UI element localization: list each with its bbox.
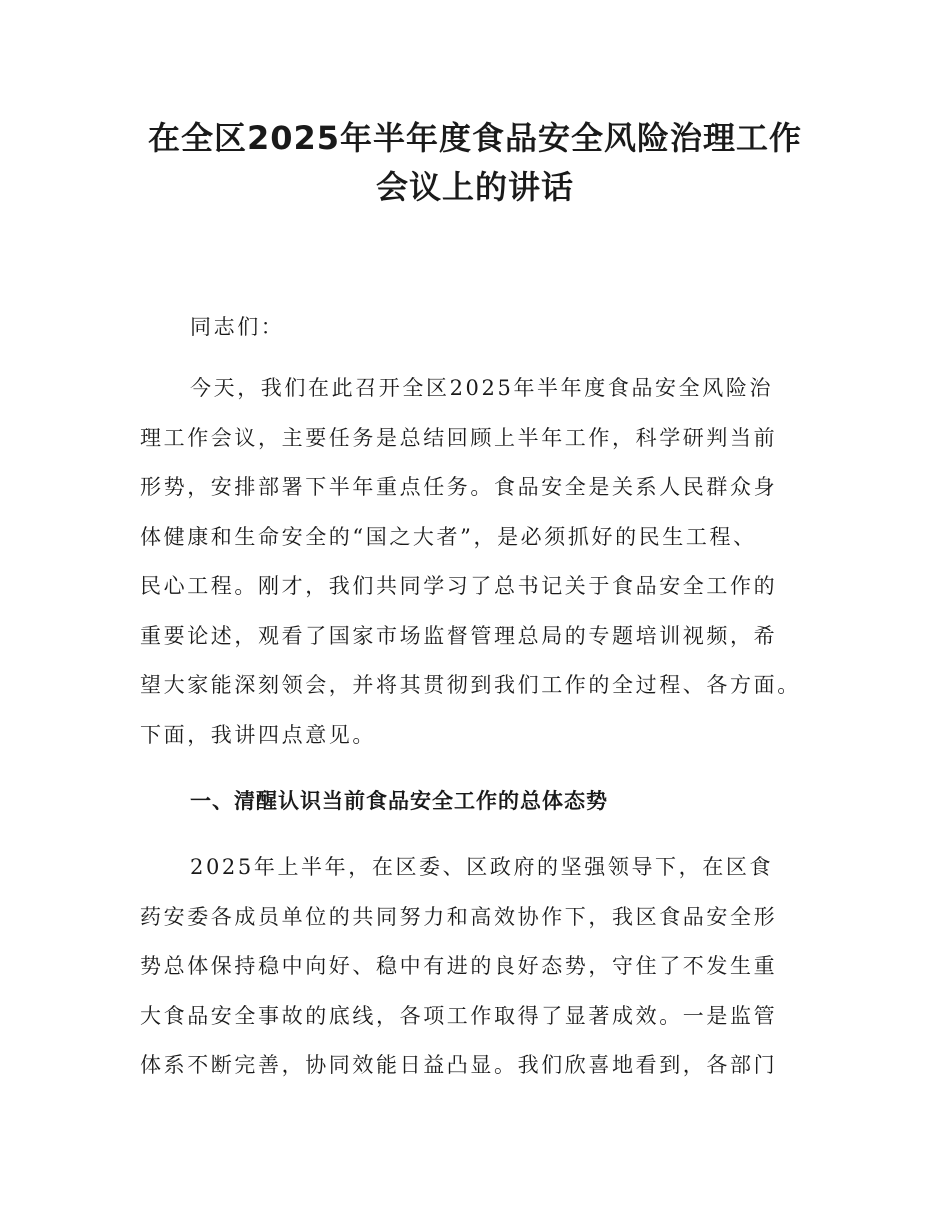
paragraph-1-line-6: 重要论述，观看了国家市场监督管理总局的专题培训视频，希 <box>140 624 778 648</box>
paragraph-2-line-3: 势总体保持稳中向好、稳中有进的良好态势，守住了不发生重 <box>140 954 778 978</box>
salutation: 同志们： <box>190 315 285 339</box>
document-title-line-1: 在全区2025年半年度食品安全风险治理工作 <box>147 119 803 157</box>
paragraph-2-line-4: 大食品安全事故的底线，各项工作取得了显著成效。一是监管 <box>140 1004 778 1028</box>
paragraph-1-line-2: 理工作会议，主要任务是总结回顾上半年工作，科学研判当前 <box>140 426 778 450</box>
paragraph-1-line-3: 形势，安排部署下半年重点任务。食品安全是关系人民群众身 <box>140 475 778 499</box>
paragraph-2-line-2: 药安委各成员单位的共同努力和高效协作下，我区食品安全形 <box>140 905 778 929</box>
paragraph-1-line-5: 民心工程。刚才，我们共同学习了总书记关于食品安全工作的 <box>140 574 778 598</box>
paragraph-1-line-1: 今天，我们在此召开全区2025年半年度食品安全风险治 <box>190 376 774 400</box>
paragraph-2-line-1: 2025年上半年，在区委、区政府的坚强领导下，在区食 <box>190 855 774 879</box>
section-1-heading: 一、清醒认识当前食品安全工作的总体态势 <box>190 789 608 813</box>
paragraph-2-line-5: 体系不断完善，协同效能日益凸显。我们欣喜地看到，各部门 <box>140 1053 778 1077</box>
document-title-line-2: 会议上的讲话 <box>375 168 574 206</box>
paragraph-1-line-4: 体健康和生命安全的“国之大者”，是必须抓好的民生工程、 <box>140 525 757 549</box>
paragraph-1-line-8: 下面，我讲四点意见。 <box>140 723 376 747</box>
paragraph-1-line-7: 望大家能深刻领会，并将其贯彻到我们工作的全过程、各方面。 <box>140 673 801 697</box>
